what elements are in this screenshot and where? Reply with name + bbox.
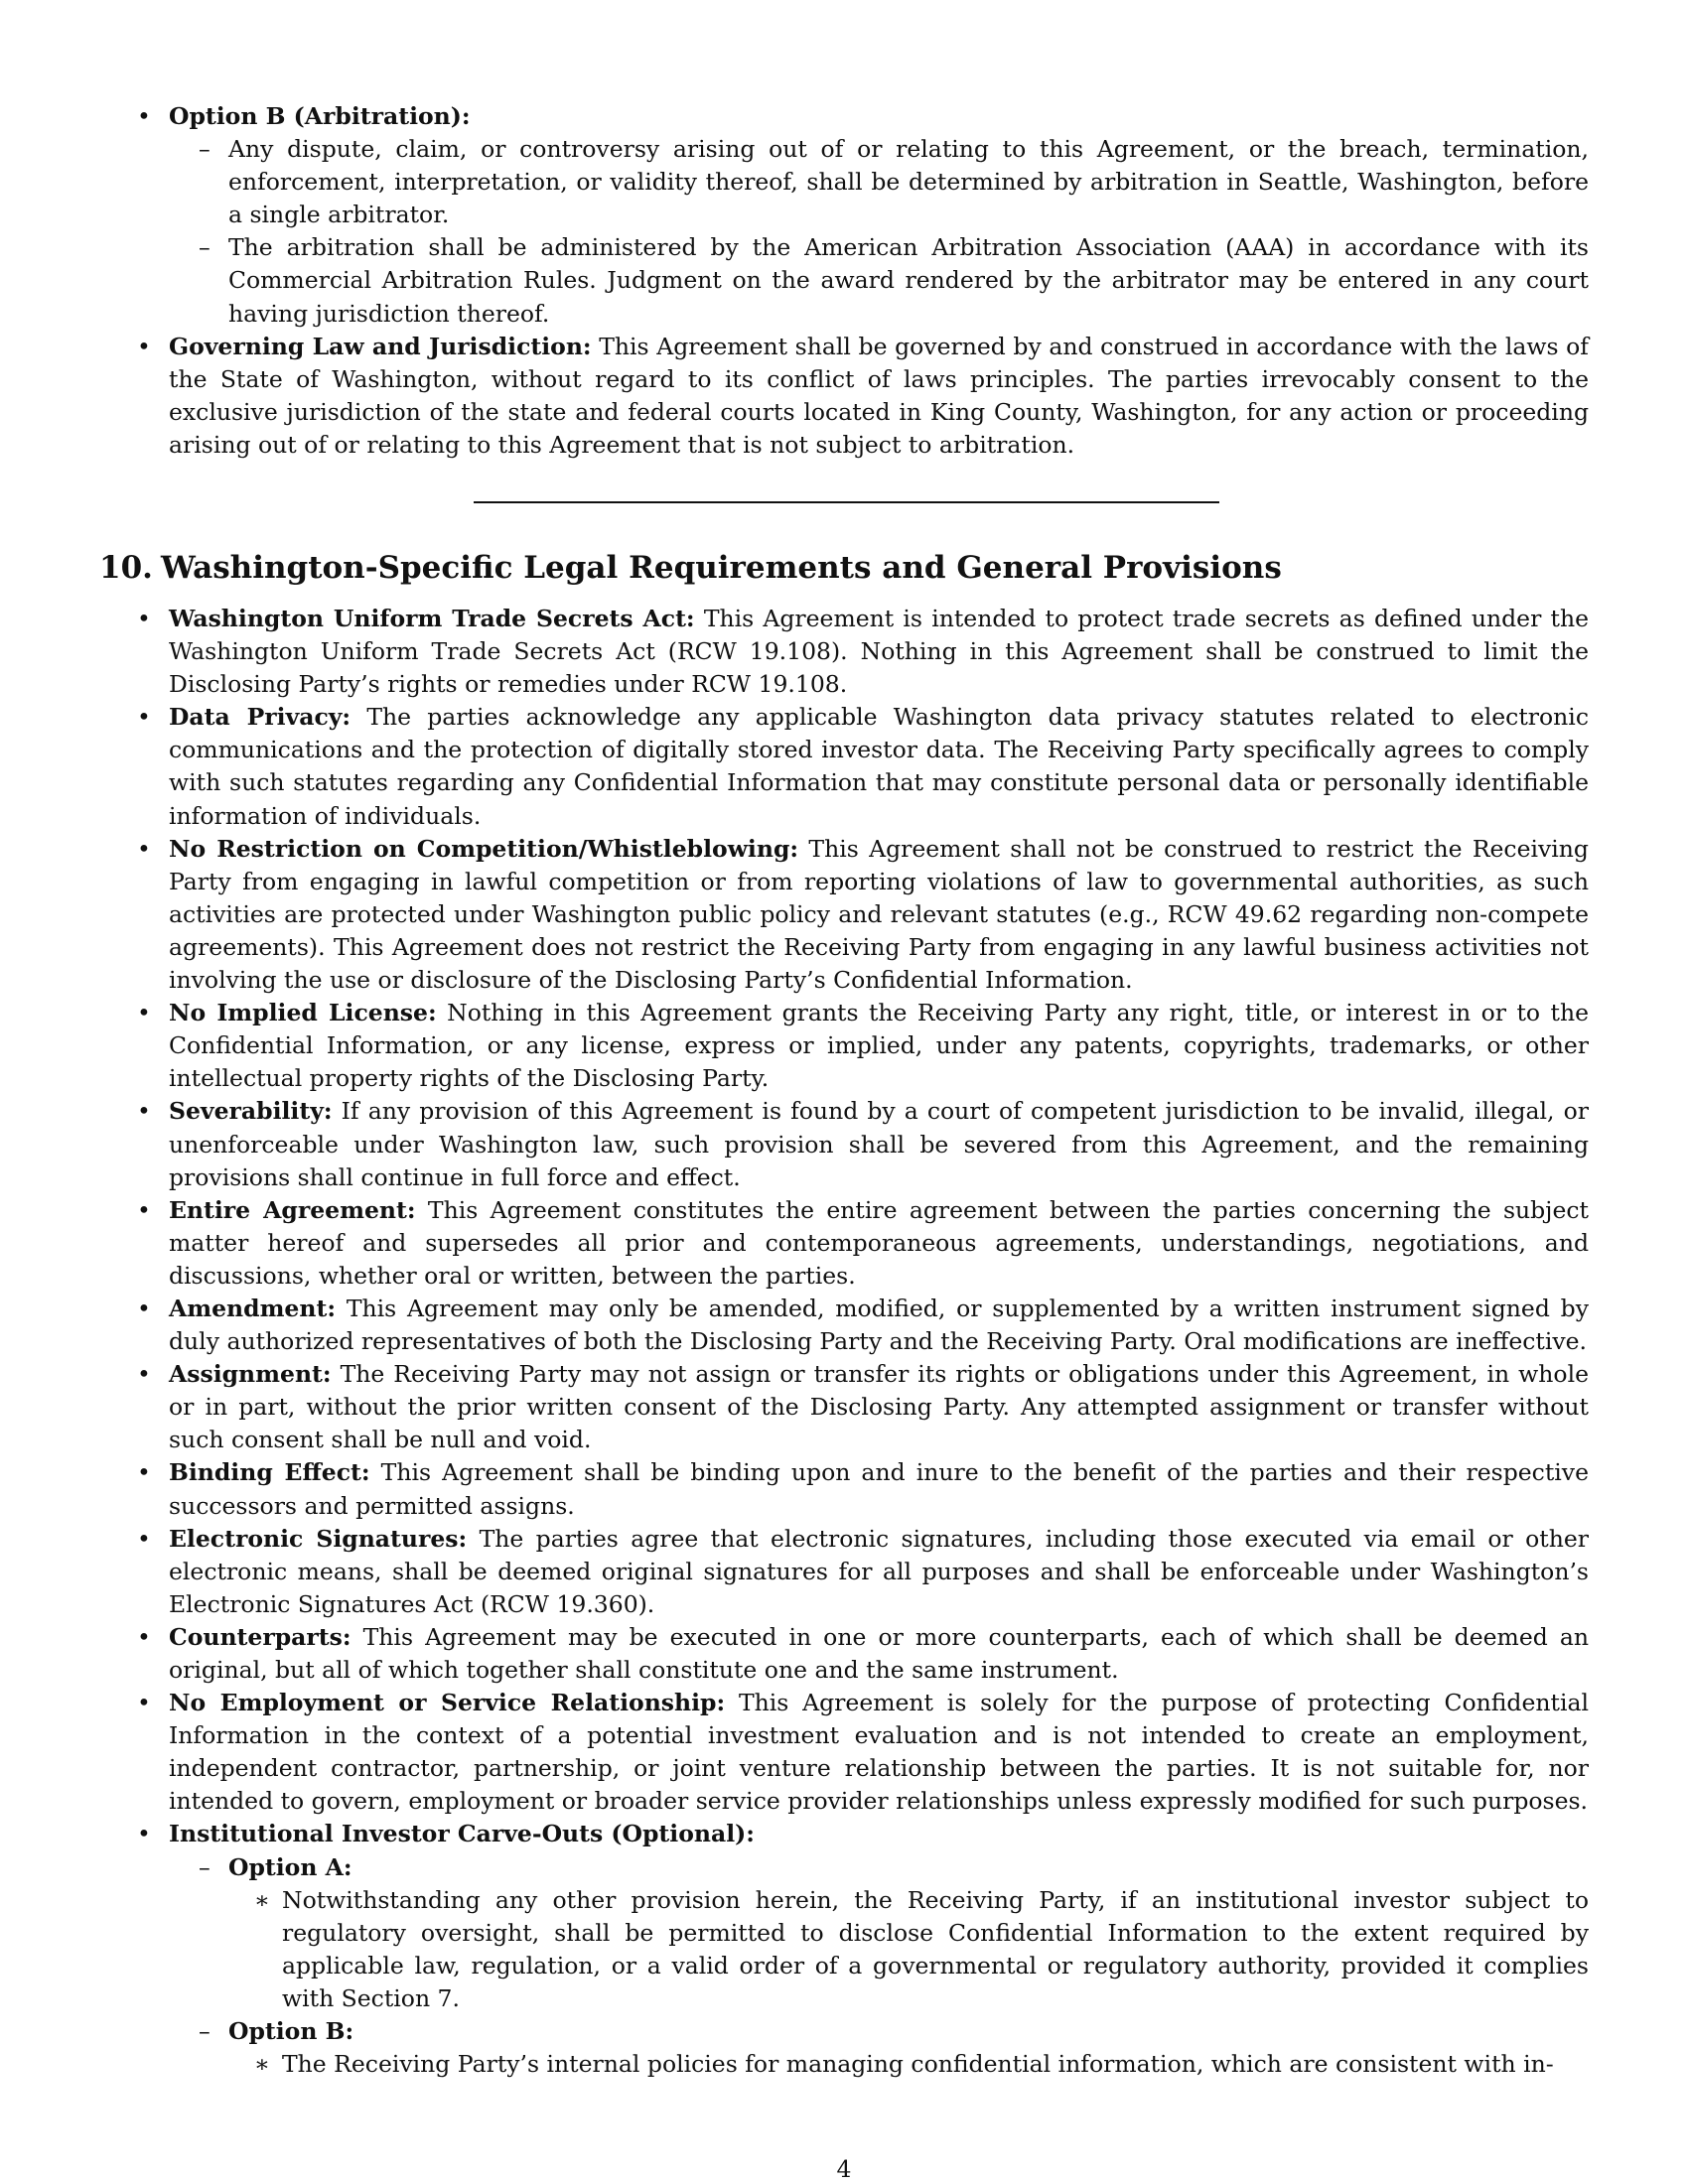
item-text: The parties agree that electronic signatures, including those executed via email or other electronic means, shall be deemed original signatures for all purposes and shall be enforceable under Washington’s Electronic Signatures Act (RCW 19.360). bbox=[169, 1524, 1589, 1618]
option-b-text: ∗ The Receiving Party’s internal policies for managing confidential information, which are consistent with in- bbox=[228, 2048, 1589, 2081]
list-item-carveouts bbox=[99, 1818, 1589, 2081]
item-title: Governing Law and Jurisdiction: bbox=[169, 332, 592, 360]
continuation-block bbox=[99, 100, 1589, 462]
item-title: Severability: bbox=[169, 1097, 333, 1126]
list-item bbox=[99, 1293, 1589, 1358]
list-item bbox=[99, 1621, 1589, 1687]
item-title: Data Privacy: bbox=[169, 703, 352, 732]
section-10-body bbox=[99, 549, 1589, 2081]
carveouts-title: Institutional Investor Carve-Outs (Optional): bbox=[169, 1820, 755, 1848]
list-item bbox=[99, 997, 1589, 1095]
item-text: This Agreement shall be governed by and construed in accordance with the laws of the State of Washington, without regard to its conflict of laws principles. The parties irrevocably consent to the exclusive jurisdiction of the state and federal courts located in King County, Washington, for any action or proceeding arising out of or relating to this Agreement that is not subject to arbitration. bbox=[169, 332, 1589, 459]
item-text: This Agreement may only be amended, modified, or supplemented by a written instrument signed by duly authorized representatives of both the Disclosing Party and the Receiving Party. Oral modifications are ineffective. bbox=[169, 1294, 1589, 1356]
option-b-list bbox=[228, 2048, 1589, 2081]
item-title: No Employment or Service Relationship: bbox=[169, 1689, 726, 1717]
item-text: Nothing in this Agreement grants the Receiving Party any right, title, or interest in or to the Confidential Information, or any license, express or implied, under any patents, copyrights, trademarks, or other intellectual property rights of the Disclosing Party. bbox=[169, 999, 1590, 1093]
option-a bbox=[169, 1851, 1589, 2015]
option-b-sublist bbox=[169, 133, 1589, 331]
item-title: Binding Effect: bbox=[169, 1458, 370, 1487]
option-a-list bbox=[228, 1884, 1589, 2015]
item-title: Counterparts: bbox=[169, 1622, 352, 1651]
list-item-option-b-arbitration bbox=[99, 100, 1589, 331]
continuation-list bbox=[99, 100, 1589, 462]
item-text: This Agreement shall be binding upon and inure to the benefit of the parties and their respective successors and permitted assigns. bbox=[169, 1458, 1589, 1520]
item-text: The parties acknowledge any applicable Washington data privacy statutes related to electronic communications and the protection of digitally stored investor data. The Receiving Party specifically agrees to comply with such statutes regarding any Confidential Information that may constitute personal data or personally identifiable information of individuals. bbox=[169, 703, 1589, 830]
item-title: Amendment: bbox=[169, 1294, 336, 1322]
option-b bbox=[169, 2015, 1589, 2081]
list-item bbox=[99, 1523, 1589, 1621]
sublist-item: – Any dispute, claim, or controversy arising out of or relating to this Agreement, or the breach, termination, enforcement, interpretation, or validity thereof, shall be determined by arbitration in Seattle, Washington, before a single arbitrator. bbox=[169, 133, 1589, 231]
list-item bbox=[99, 701, 1589, 832]
item-text: This Agreement may be executed in one or more counterparts, each of which shall be deemed an original, but all of which together shall constitute one and the same instrument. bbox=[169, 1622, 1589, 1684]
item-text: This Agreement shall not be construed to restrict the Receiving Party from engaging in lawful competition or from reporting violations of law to governmental authorities, as such activities are protected under Washington public policy and relevant statutes (e.g., RCW 49.62 regarding non-compete agreements). This Agreement does not restrict the Receiving Party from engaging in any lawful business activities not involving the use or disclosure of the Disclosing Party’s Confidential Information. bbox=[169, 834, 1589, 995]
option-a-text: ∗ Notwithstanding any other provision herein, the Receiving Party, if an institutional investor subject to regulatory oversight, shall be permitted to disclose Confidential Information to the extent required by applicable law, regulation, or a valid order of a governmental or regulatory authority, provided it complies with Section 7. bbox=[228, 1884, 1589, 2015]
item-text: This Agreement is solely for the purpose of protecting Confidential Information in the context of a potential investment evaluation and is not intended to create an employment, independent contractor, partnership, or joint venture relationship between the parties. It is not suitable for, nor intended to govern, employment or broader service provider relationships unless expressly modified for such purposes. bbox=[169, 1689, 1589, 1816]
option-b-title: Option B (Arbitration): bbox=[169, 102, 471, 130]
item-title: Electronic Signatures: bbox=[169, 1524, 468, 1553]
page-number: 4 bbox=[836, 2155, 852, 2183]
option-a-title: Option A: bbox=[228, 1852, 352, 1881]
item-title: No Restriction on Competition/Whistleblowing: bbox=[169, 834, 799, 863]
section-10-list bbox=[99, 603, 1589, 2081]
item-text: If any provision of this Agreement is found by a court of competent jurisdiction to be invalid, illegal, or unenforceable under Washington law, such provision shall be severed from this Agreement, and the remaining provisions shall continue in full force and effect. bbox=[169, 1097, 1589, 1191]
section-number: 10. bbox=[99, 550, 153, 586]
list-item bbox=[99, 833, 1589, 997]
list-item bbox=[99, 1095, 1589, 1193]
item-text: The Receiving Party may not assign or transfer its rights or obligations under this Agreement, in whole or in part, without the prior written consent of the Disclosing Party. Any attempted assignment or transfer without such consent shall be null and void. bbox=[169, 1360, 1589, 1454]
horizontal-rule bbox=[474, 501, 1219, 503]
item-title: No Implied License: bbox=[169, 999, 437, 1027]
carveouts-options bbox=[169, 1851, 1589, 2082]
item-title: Washington Uniform Trade Secrets Act: bbox=[169, 605, 695, 632]
item-text: This Agreement constitutes the entire agreement between the parties concerning the subject matter hereof and supersedes all prior and contemporaneous agreements, understandings, negotiations, and discussions, whether oral or written, between the parties. bbox=[169, 1195, 1589, 1290]
item-title: Entire Agreement: bbox=[169, 1195, 416, 1224]
sublist-item: – The arbitration shall be administered by the American Arbitration Association (AAA) in accordance with its Commercial Arbitration Rules. Judgment on the award rendered by the arbitrator may be entered in any court having jurisdiction thereof. bbox=[169, 231, 1589, 330]
list-item bbox=[99, 1687, 1589, 1818]
list-item bbox=[99, 1358, 1589, 1456]
option-b-title: Option B: bbox=[228, 2017, 354, 2046]
item-title: Assignment: bbox=[169, 1360, 332, 1389]
list-item bbox=[99, 1456, 1589, 1522]
list-item bbox=[99, 1194, 1589, 1293]
section-title: Washington-Specific Legal Requirements and General Provisions bbox=[161, 550, 1282, 586]
list-item-governing-law bbox=[99, 331, 1589, 462]
list-item bbox=[99, 603, 1589, 701]
item-text: This Agreement is intended to protect trade secrets as defined under the Washington Uniform Trade Secrets Act (RCW 19.108). Nothing in this Agreement shall be construed to limit the Disclosing Party’s rights or remedies under RCW 19.108. bbox=[169, 605, 1589, 699]
